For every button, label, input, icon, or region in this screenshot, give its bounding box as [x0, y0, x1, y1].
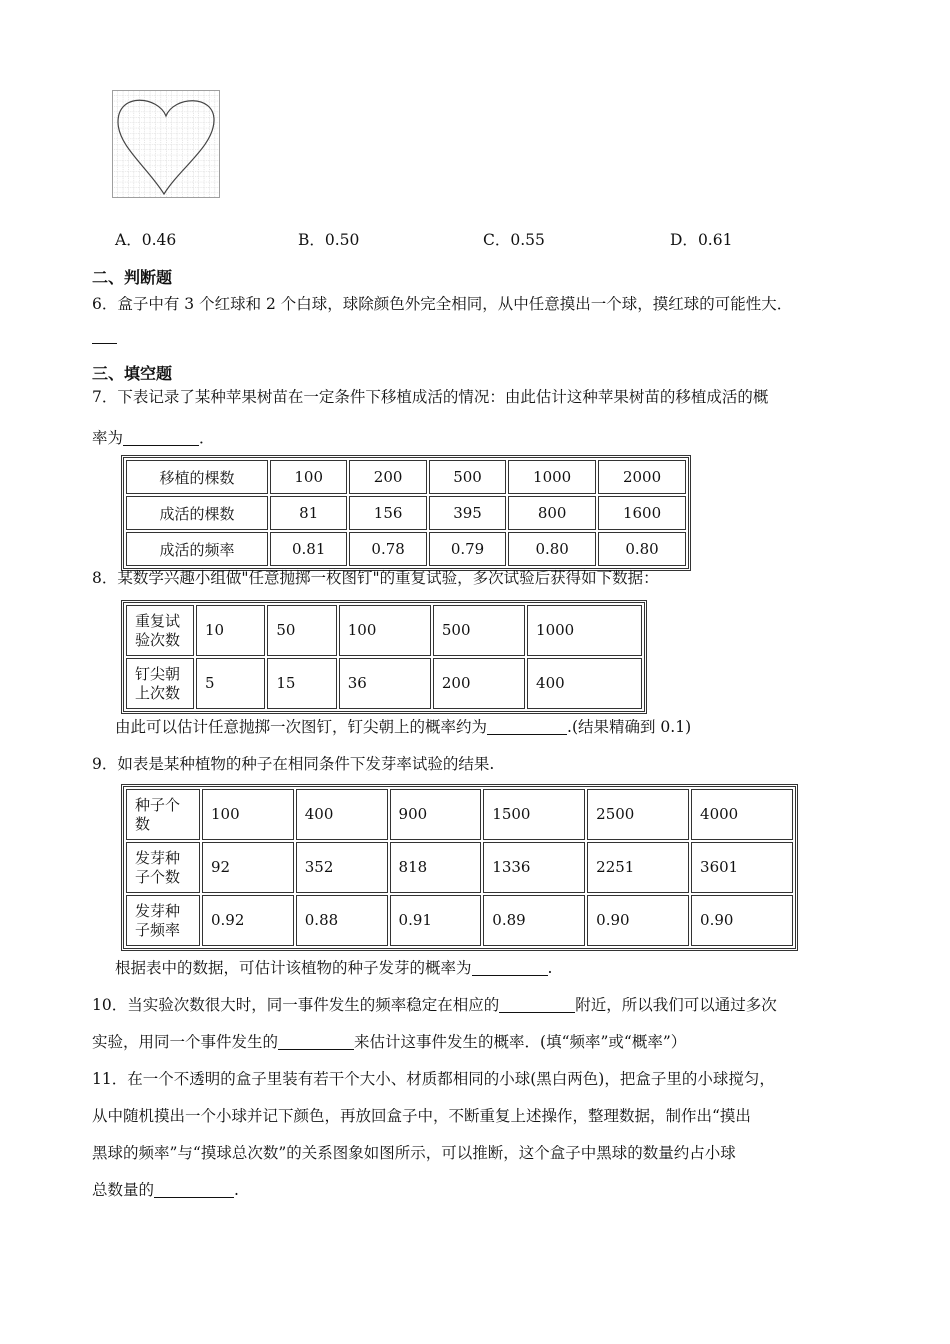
question-11-line4: 总数量的 .	[92, 1181, 239, 1199]
question-8-text: 8．某数学兴趣小组做"任意抛掷一枚图钉"的重复试验，多次试验后获得如下数据：	[92, 569, 659, 587]
answer-blank-7[interactable]	[123, 427, 199, 446]
table-row: 成活的棵数 81 156 395 800 1600	[126, 496, 686, 530]
table-row: 发芽种 子频率 0.92 0.88 0.91 0.89 0.90 0.90	[126, 895, 793, 946]
question-6: 6．盒子中有 3 个红球和 2 个白球，球除颜色外完全相同，从中任意摸出一个球，摸红球的可能性大．	[92, 295, 793, 313]
question-10-line2: 实验，用同一个事件发生的 来估计这事件发生的概率．(填“频率”或“概率”）	[92, 1033, 687, 1051]
heart-shape	[112, 90, 220, 198]
table-row: 种子个 数 100 400 900 1500 2500 4000	[126, 789, 793, 840]
heart-grid-figure	[112, 90, 220, 198]
question-7-text: 7．下表记录了某种苹果树苗在一定条件下移植成活的情况：由此估计这种苹果树苗的移植成活的概	[92, 388, 769, 406]
option-a[interactable]: A．0.46	[115, 231, 177, 249]
table-row: 钉尖朝 上次数 5 15 36 200 400	[126, 658, 642, 709]
question-9-text: 9．如表是某种植物的种子在相同条件下发芽率试验的结果.	[92, 755, 495, 773]
question-10-line1: 10．当实验次数很大时，同一事件发生的频率稳定在相应的 附近，所以我们可以通过多次	[92, 996, 777, 1014]
question-11-line1: 11．在一个不透明的盒子里装有若干个大小、材质都相同的小球(黑白两色)，把盒子里的小球搅匀，	[92, 1070, 775, 1088]
table-row: 移植的棵数 100 200 500 1000 2000	[126, 460, 686, 494]
option-c[interactable]: C．0.55	[483, 231, 545, 249]
option-d[interactable]: D．0.61	[670, 231, 733, 249]
answer-blank-10b[interactable]	[278, 1031, 354, 1050]
answer-blank-9[interactable]	[472, 957, 548, 976]
question-11-line2: 从中随机摸出一个小球并记下颜色，再放回盒子中，不断重复上述操作，整理数据，制作出“摸出	[92, 1107, 751, 1125]
answer-options	[115, 228, 835, 250]
question-8-after: 由此可以估计任意抛掷一次图钉，钉尖朝上的概率约为 .(结果精确到 0.1)	[115, 718, 692, 736]
answer-blank-8[interactable]	[487, 716, 567, 735]
question-7-line2: 率为 ．	[92, 429, 215, 447]
table-seedling-transplant	[121, 455, 691, 571]
question-9-after: 根据表中的数据，可估计该植物的种子发芽的概率为 .	[115, 959, 553, 977]
answer-blank-10a[interactable]	[499, 994, 575, 1013]
answer-blank-6[interactable]	[92, 343, 117, 344]
section-heading-fill: 三、填空题	[92, 364, 173, 383]
table-row: 重复试 验次数 10 50 100 500 1000	[126, 605, 642, 656]
option-b[interactable]: B．0.50	[298, 231, 360, 249]
section-heading-judgement: 二、判断题	[92, 268, 173, 287]
question-11-line3: 黑球的频率”与“摸球总次数”的关系图象如图所示，可以推断，这个盒子中黑球的数量约占小球	[92, 1144, 736, 1162]
table-pin-toss	[121, 600, 647, 714]
table-seed-germination	[121, 784, 798, 951]
table-row: 发芽种 子个数 92 352 818 1336 2251 3601	[126, 842, 793, 893]
answer-blank-11[interactable]	[154, 1179, 234, 1198]
table-row: 成活的频率 0.81 0.78 0.79 0.80 0.80	[126, 532, 686, 566]
